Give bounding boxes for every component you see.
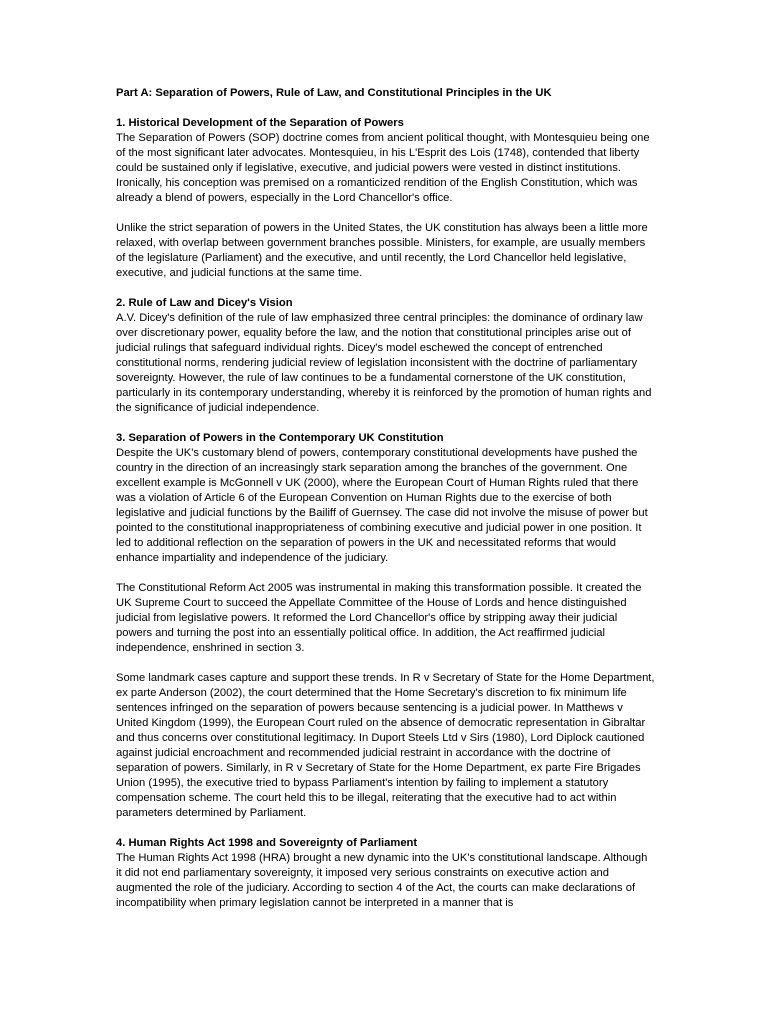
paragraph: The Constitutional Reform Act 2005 was instrumental in making this transformation possible. It created the UK Supreme Court to succeed the Appellate Committee of the House of Lords and hence distinguished judicial from legislative powers. It reformed the Lord Chancellor's office by stripping away their judicial powers and turning the post into an essentially political office. In addition, the Act reaffirmed judicial independence, enshrined in section 3. xyxy=(116,582,642,654)
document-title: Part A: Separation of Powers, Rule of Law, and Constitutional Principles in the UK xyxy=(116,87,552,99)
section-heading: 1. Historical Development of the Separation of Powers xyxy=(116,117,404,129)
section-heading: 3. Separation of Powers in the Contemporary UK Constitution xyxy=(116,432,444,444)
section-2 xyxy=(116,296,656,416)
paragraph: Despite the UK's customary blend of powers, contemporary constitutional developments have pushed the country in the direction of an increasingly stark separation among the branches of the government. One excellent example is McGonnell v UK (2000), where the European Court of Human Rights ruled that there was a violation of Article 6 of the European Convention on Human Rights due to the exercise of both legislative and judicial functions by the Bailiff of Guernsey. The case did not involve the misuse of power but pointed to the constitutional inappropriateness of combining executive and judicial power in one position. It led to additional reflection on the separation of powers in the UK and necessitated reforms that would enhance impartiality and independence of the judiciary. xyxy=(116,447,648,564)
section-4 xyxy=(116,836,656,911)
paragraph: A.V. Dicey's definition of the rule of law emphasized three central principles: the dominance of ordinary law over discretionary power, equality before the law, and the notion that constitutional principles arise out of judicial rulings that safeguard individual rights. Dicey's model eschewed the concept of entrenched constitutional norms, rendering judicial review of legislation inconsistent with the doctrine of parliamentary sovereignty. However, the rule of law continues to be a fundamental cornerstone of the UK constitution, particularly in its contemporary understanding, whereby it is reinforced by the promotion of human rights and the significance of judicial independence. xyxy=(116,312,652,414)
section-1 xyxy=(116,116,656,281)
section-heading: 2. Rule of Law and Dicey's Vision xyxy=(116,297,293,309)
section-3 xyxy=(116,431,656,821)
section-heading: 4. Human Rights Act 1998 and Sovereignty of Parliament xyxy=(116,837,418,849)
paragraph: The Separation of Powers (SOP) doctrine comes from ancient political thought, with Montesquieu being one of the most significant later advocates. Montesquieu, in his L'Esprit des Lois (1748), contended that liberty could be sustained only if legislative, executive, and judicial powers were vested in distinct institutions. Ironically, his conception was premised on a romanticized rendition of the English Constitution, which was already a blend of powers, especially in the Lord Chancellor's office. xyxy=(116,132,650,204)
paragraph: The Human Rights Act 1998 (HRA) brought a new dynamic into the UK's constitutional landscape. Although it did not end parliamentary sovereignty, it imposed very serious constraints on executive action and augmented the role of the judiciary. According to section 4 of the Act, the courts can make declarations of incompatibility when primary legislation cannot be interpreted in a manner that is xyxy=(116,852,648,909)
paragraph: Some landmark cases capture and support these trends. In R v Secretary of State for the Home Department, ex parte Anderson (2002), the court determined that the Home Secretary's discretion to fix minimum life sentences infringed on the separation of powers because sentencing is a judicial power. In Matthews v United Kingdom (1999), the European Court ruled on the absence of democratic representation in Gibraltar and thus concerns over constitutional legitimacy. In Duport Steels Ltd v Sirs (1980), Lord Diplock cautioned against judicial encroachment and recommended judicial restraint in accordance with the doctrine of separation of powers. Similarly, in R v Secretary of State for the Home Department, ex parte Fire Brigades Union (1995), the executive tried to bypass Parliament's intention by failing to implement a statutory compensation scheme. The court held this to be illegal, reiterating that the executive had to act within parameters determined by Parliament. xyxy=(116,672,655,819)
paragraph: Unlike the strict separation of powers in the United States, the UK constitution has always been a little more relaxed, with overlap between government branches possible. Ministers, for example, are usually members of the legislature (Parliament) and the executive, and until recently, the Lord Chancellor held legislative, executive, and judicial functions at the same time. xyxy=(116,222,648,279)
